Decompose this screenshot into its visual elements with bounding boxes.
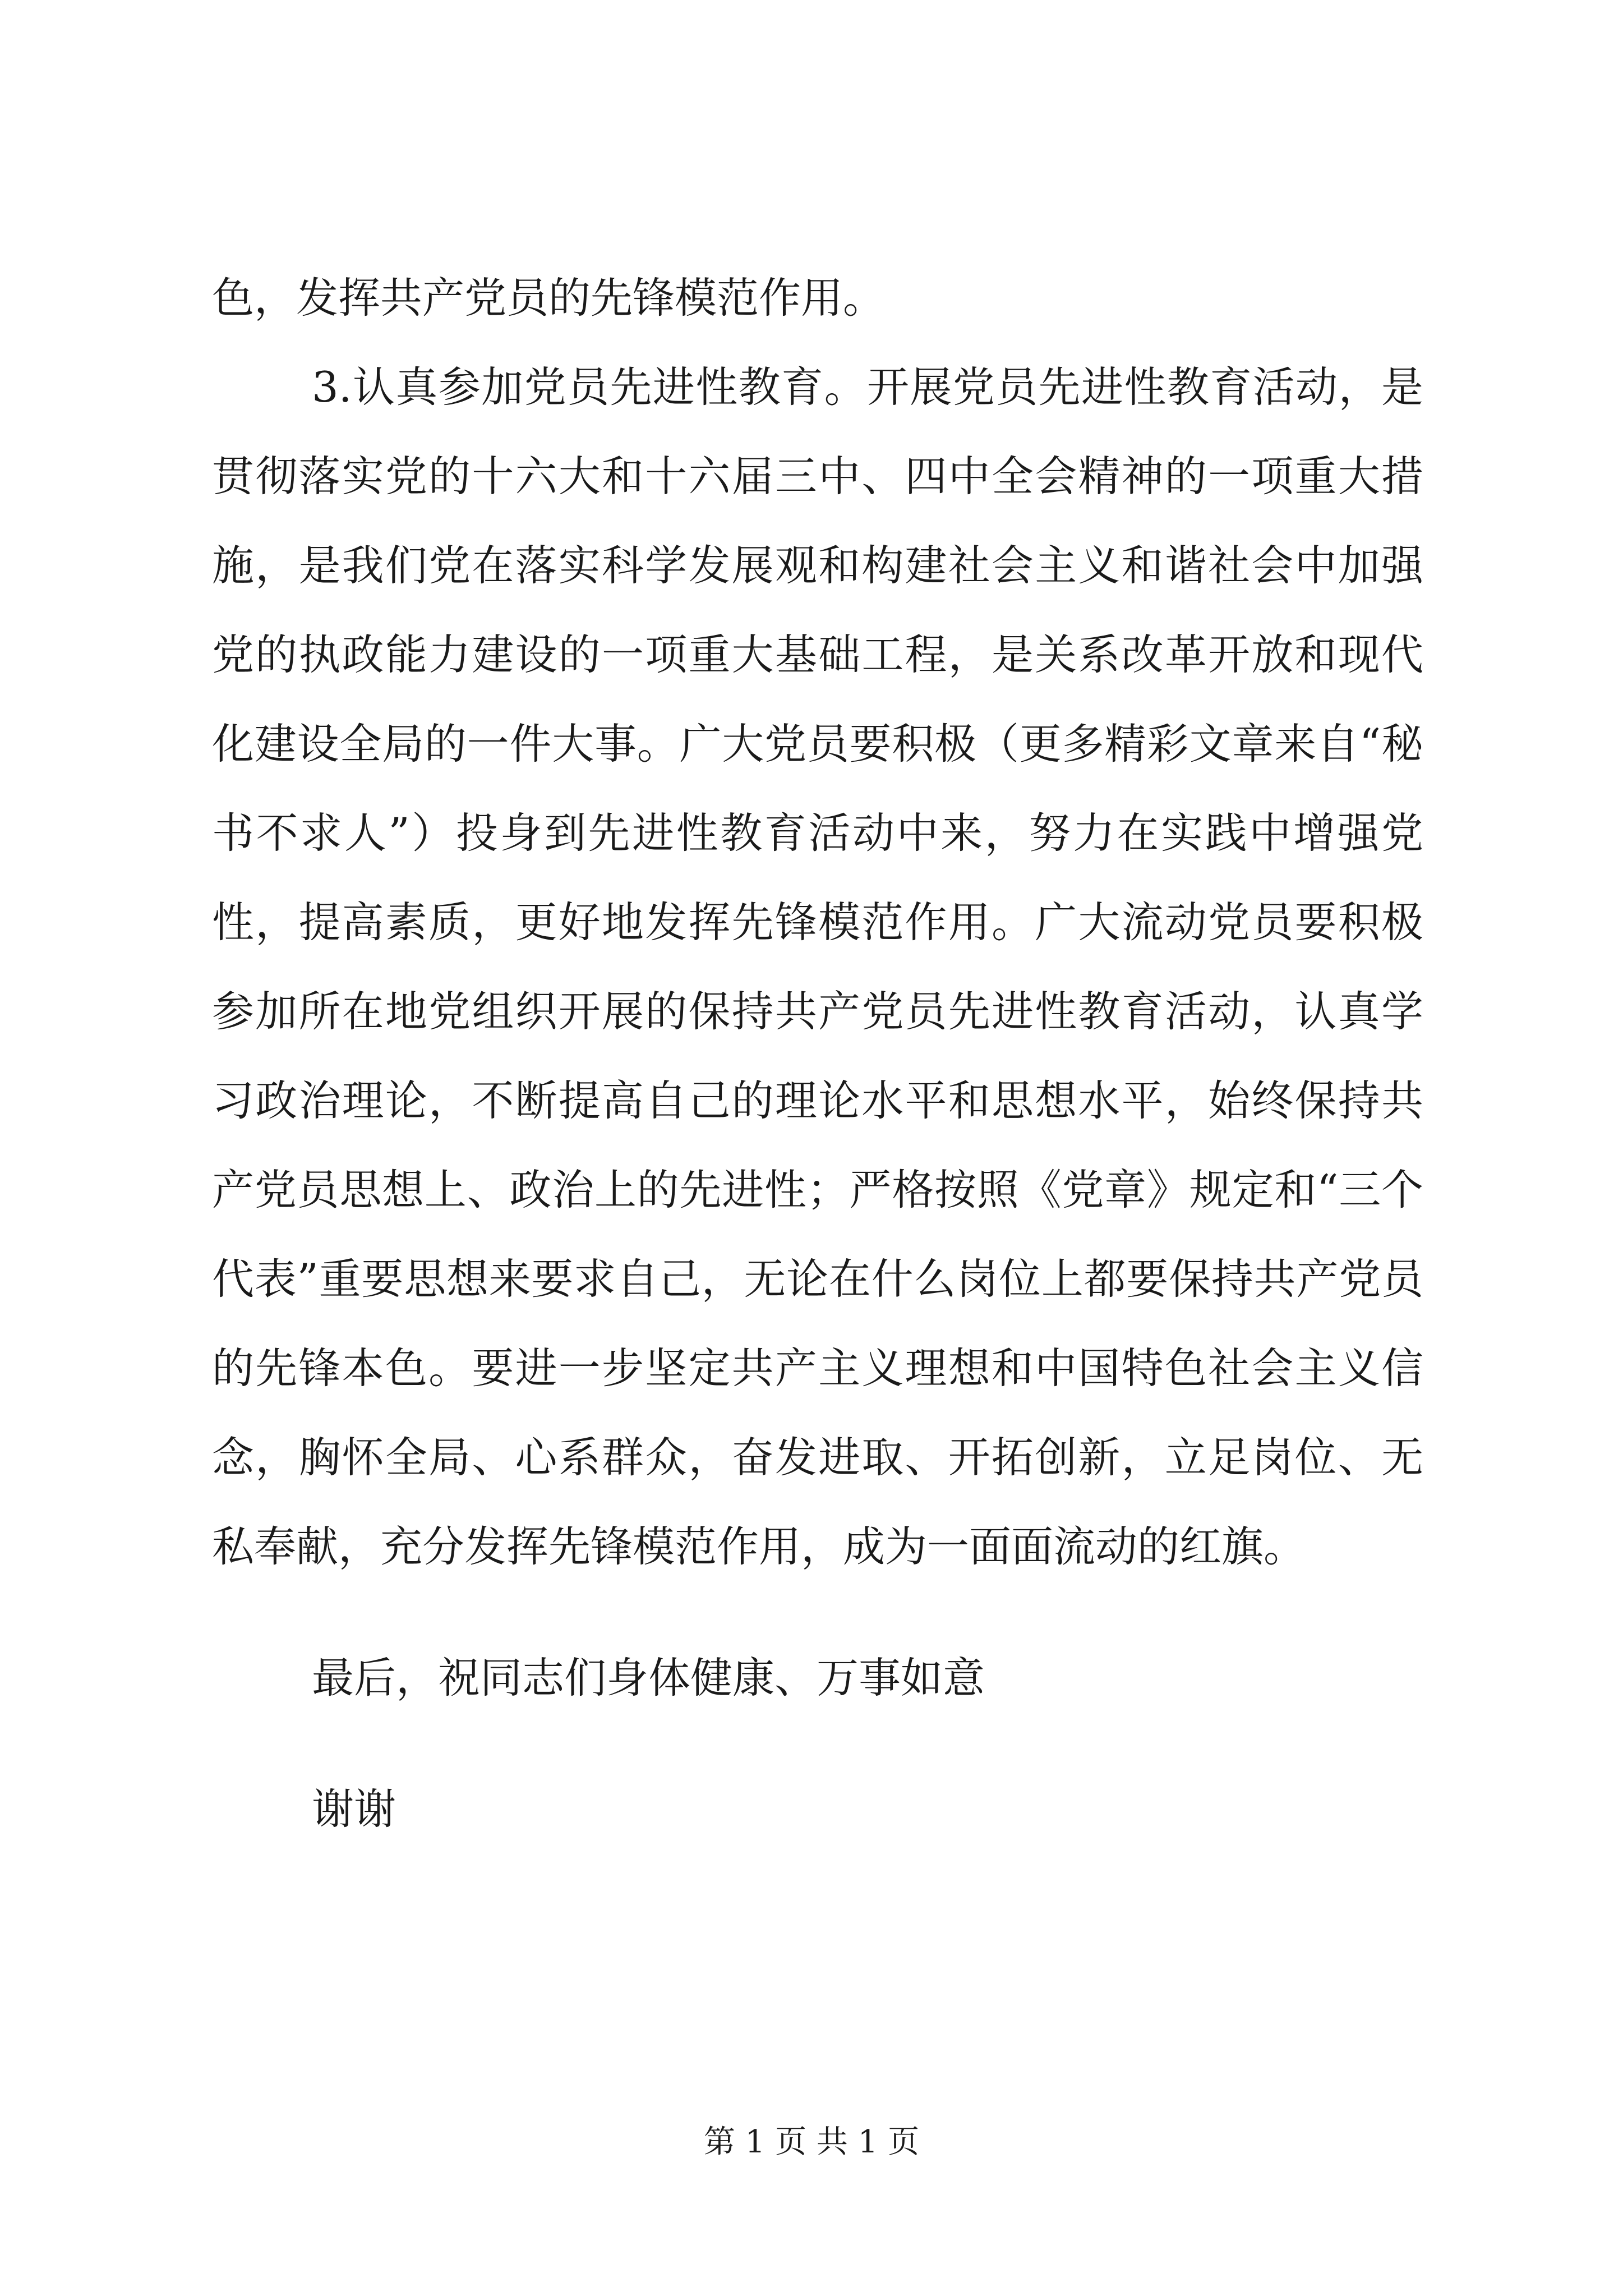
page-footer: [0, 2123, 1623, 2162]
page-number-label: 第 1 页 共 1 页: [703, 2124, 920, 2160]
document-body: [212, 254, 1423, 1896]
continuation-line: 色，发挥共产党员的先锋模范作用。: [212, 273, 886, 323]
closing-wish: 最后，祝同志们身体健康、万事如意: [312, 1653, 985, 1703]
paragraph-3: 3.认真参加党员先进性教育。开展党员先进性教育活动，是贯彻落实党的十六大和十六届三中、四中全会精神的一项重大措施，是我们党在落实科学发展观和构建社会主义和谐社会中加强党的执政能力建设的一项重大基础工程，是关系改革开放和现代化建设全局的一件大事。广大党员要积极（更多精彩文章来自“秘书不求人”）投身到先进性教育活动中来，努力在实践中增强党性，提高素质，更好地发挥先锋模范作用。广大流动党员要积极参加所在地党组织开展的保持共产党员先进性教育活动，认真学习政治理论，不断提高自己的理论水平和思想水平，始终保持共产党员思想上、政治上的先进性；严格按照《党章》规定和“三个代表”重要思想来要求自己，无论在什么岗位上都要保持共产党员的先锋本色。要进一步坚定共产主义理想和中国特色社会主义信念，胸怀全局、心系群众，奋发进取、开拓创新，立足岗位、无私奉献，充分发挥先锋模范作用，成为一面面流动的红旗。: [212, 362, 1423, 1571]
thanks-line: 谢谢: [312, 1784, 396, 1834]
